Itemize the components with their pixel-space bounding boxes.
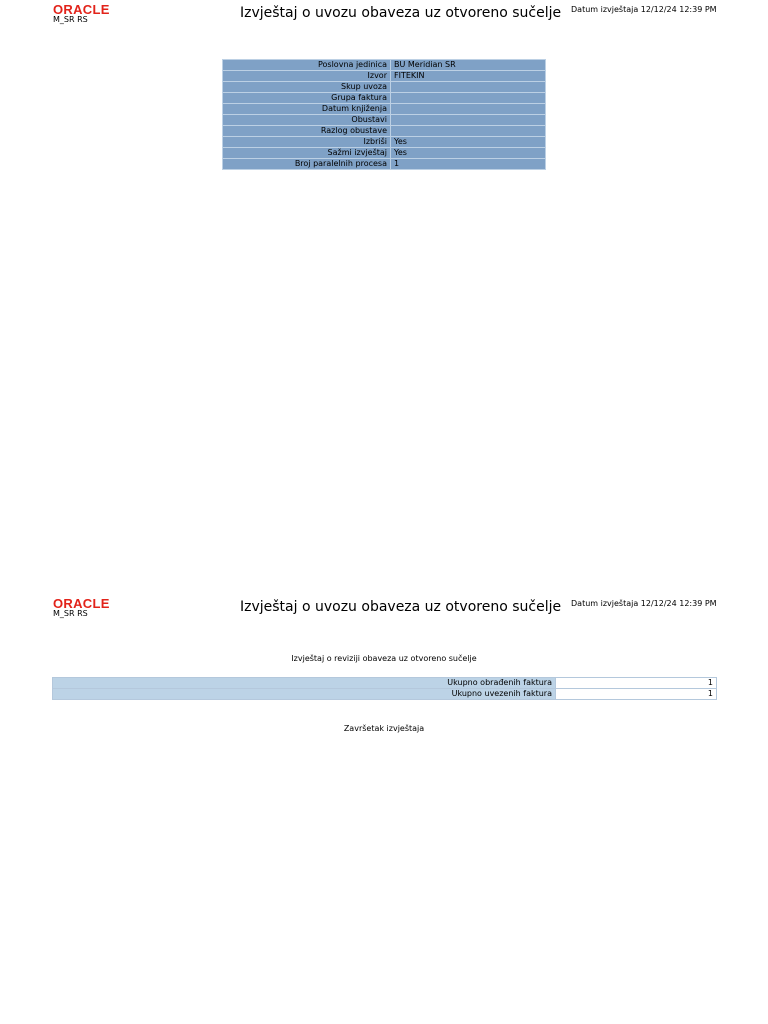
param-label: Sažmi izvještaj [223,148,391,159]
report-date: Datum izvještaja 12/12/24 12:39 PM [571,5,717,14]
table-row [223,148,546,159]
param-label: Obustavi [223,115,391,126]
param-value [391,126,546,137]
total-value: 1 [556,689,717,700]
param-value: BU Meridian SR [391,60,546,71]
param-label: Izvor [223,71,391,82]
param-value [391,82,546,93]
table-row [223,159,546,170]
table-row [53,689,717,700]
table-row [223,71,546,82]
report-date: Datum izvještaja 12/12/24 12:39 PM [571,599,717,608]
param-value [391,93,546,104]
param-label: Datum knjiženja [223,104,391,115]
table-row [223,104,546,115]
page1-header [0,0,768,40]
param-label: Grupa faktura [223,93,391,104]
table-row [223,126,546,137]
param-label: Skup uvoza [223,82,391,93]
sub-code: M_SR RS [53,15,88,24]
param-value: Yes [391,137,546,148]
param-value: FITEKIN [391,71,546,82]
end-of-report: Završetak izvještaja [343,724,425,733]
param-label: Broj paralelnih procesa [223,159,391,170]
table-row [223,93,546,104]
oracle-logo: ORACLE [53,596,110,611]
total-value: 1 [556,678,717,689]
parameters-table [222,59,546,170]
param-value [391,115,546,126]
table-row [223,137,546,148]
param-label: Izbriši [223,137,391,148]
table-row [223,60,546,71]
page2-header [0,594,768,634]
table-row [223,115,546,126]
param-value: Yes [391,148,546,159]
report-title: Izvještaj o uvozu obaveza uz otvoreno sučelje [240,5,562,21]
sub-code: M_SR RS [53,609,88,618]
total-label: Ukupno uvezenih faktura [53,689,556,700]
report-title: Izvještaj o uvozu obaveza uz otvoreno sučelje [240,599,562,615]
param-label: Poslovna jedinica [223,60,391,71]
param-value [391,104,546,115]
table-row [53,678,717,689]
audit-report-subtitle: Izvještaj o reviziji obaveza uz otvoreno sučelje [291,654,477,663]
totals-table [52,677,717,700]
oracle-logo: ORACLE [53,2,110,17]
total-label: Ukupno obrađenih faktura [53,678,556,689]
table-row [223,82,546,93]
param-value: 1 [391,159,546,170]
param-label: Razlog obustave [223,126,391,137]
